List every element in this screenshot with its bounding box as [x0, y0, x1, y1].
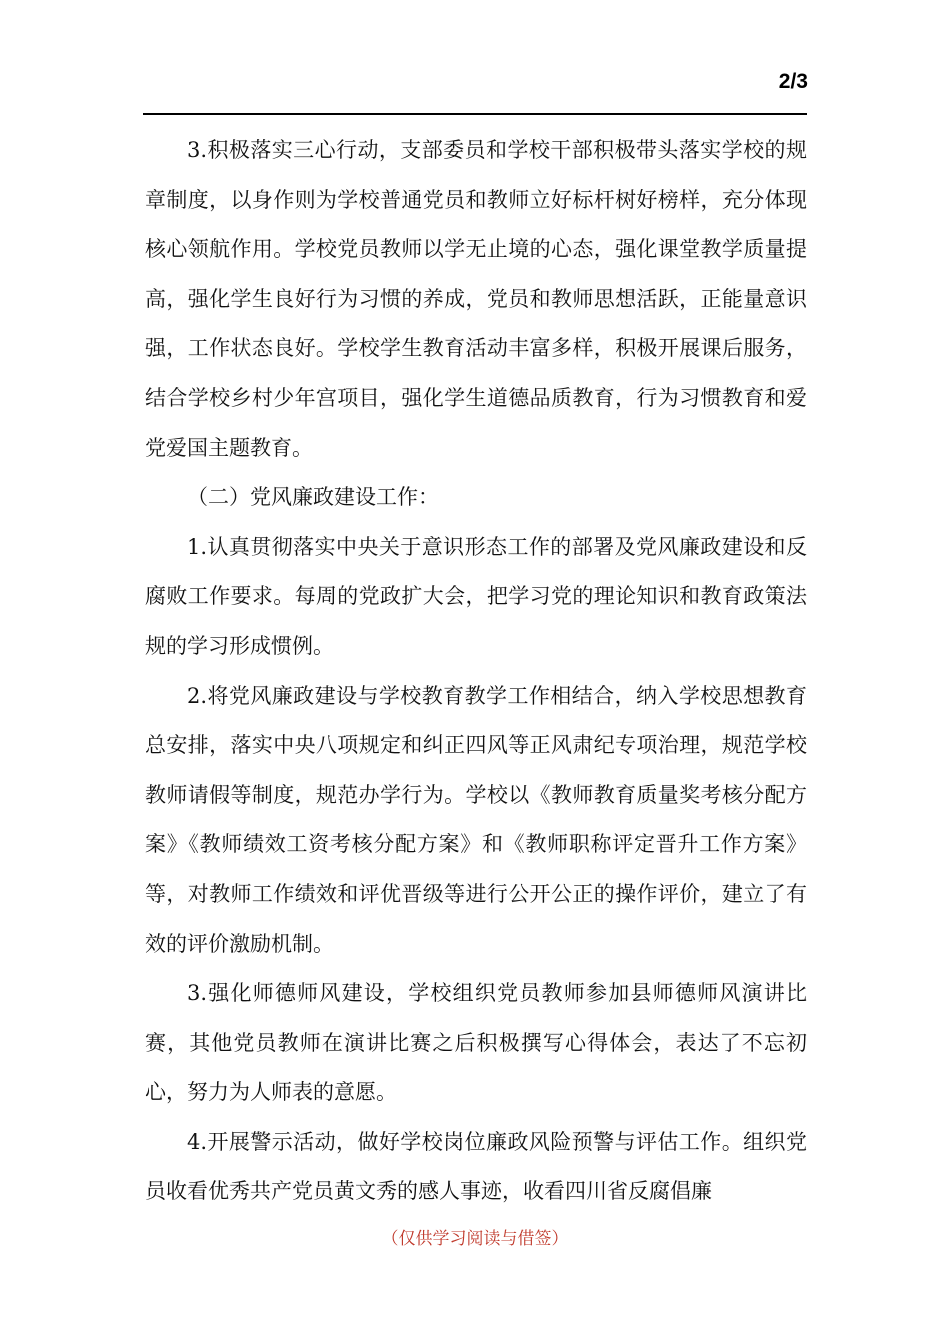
paragraph: 4.开展警示活动，做好学校岗位廉政风险预警与评估工作。组织党员收看优秀共产党员黄文秀的感人事迹，收看四川省反腐倡廉 [145, 1129, 807, 1204]
document-body [145, 126, 807, 1217]
section-heading: （二）党风廉政建设工作： [187, 485, 439, 510]
page-number: 2/3 [778, 70, 808, 93]
footer-note: （仅供学习阅读与借签） [381, 1229, 569, 1249]
paragraph: 3.强化师德师风建设，学校组织党员教师参加县师德师风演讲比赛，其他党员教师在演讲比赛之后积极撰写心得体会，表达了不忘初心，努力为人师表的意愿。 [145, 981, 807, 1105]
paragraph: 2.将党风廉政建设与学校教育教学工作相结合，纳入学校思想教育总安排，落实中央八项规定和纠正四风等正风肃纪专项治理，规范学校教师请假等制度，规范办学行为。学校以《教师教育质量奖考核分配方案》《教师绩效工资考核分配方案》和《教师职称评定晋升工作方案》等，对教师工作绩效和评优晋级等进行公开公正的操作评价，建立了有效的评价激励机制。 [145, 683, 807, 956]
paragraph: 1.认真贯彻落实中央关于意识形态工作的部署及党风廉政建设和反腐败工作要求。每周的党政扩大会，把学习党的理论知识和教育政策法规的学习形成惯例。 [145, 534, 807, 658]
header-divider [143, 113, 807, 115]
paragraph: 3.积极落实三心行动，支部委员和学校干部积极带头落实学校的规章制度，以身作则为学校普通党员和教师立好标杆树好榜样，充分体现核心领航作用。学校党员教师以学无止境的心态，强化课堂教学质量提高，强化学生良好行为习惯的养成，党员和教师思想活跃，正能量意识强，工作状态良好。学校学生教育活动丰富多样，积极开展课后服务，结合学校乡村少年宫项目，强化学生道德品质教育，行为习惯教育和爱党爱国主题教育。 [145, 138, 807, 460]
